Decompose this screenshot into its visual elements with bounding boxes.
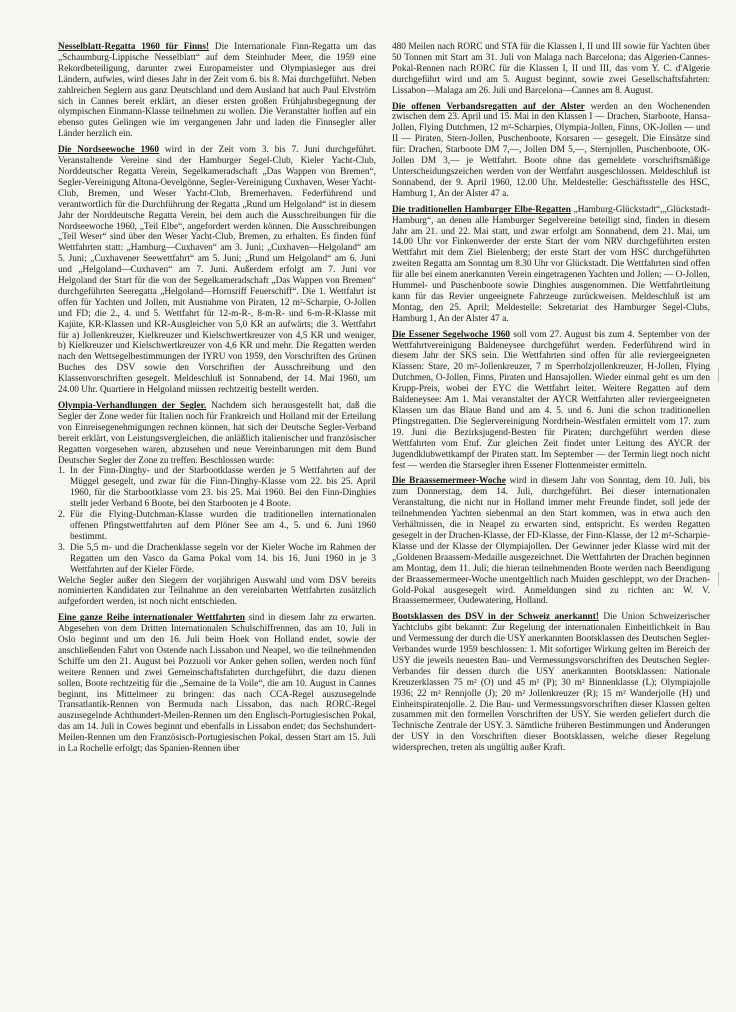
article-braassem xyxy=(392,476,710,607)
headline: Die Essener Segelwoche 1960 xyxy=(392,329,511,340)
headline: Olympia-Verhandlungen der Segler. xyxy=(58,401,207,411)
article-alster xyxy=(392,102,710,200)
article-body: Nachdem sich herausgestellt hat, daß die Segler der Zone weder für Italien noch für Frankreich und Holland mit der Erteilung von Einreisegenehmigungen rechnen können, hat sich der Deutsche Segler-Verband bereit erklärt, von Leistungsvergleichen, die anläßlich italienischer und französischer Regatten vorgesehen waren, abzusehen und neue Vereinbarungen mit dem Bund Deutscher Segler der Zone zu treffen. Beschlossen wurde: xyxy=(58,401,376,466)
article-body: werden an den Wochenenden zwischen dem 23. April und 15. Mai in den Klassen I — Drachen, Starboote, Hansa-Jollen, Flying Dutchmen, 12 m²-Scharpies, Olympia-Jollen, Finns, OK-Jollen — und II — Piraten, Stern-Jollen, Puschenboote, Korsaren — gesegelt. Die Einsätze sind für: Drachen, Starboote DM 7,—, Jollen DM 5,—, Sternjollen, Puschenboote, OK-Jollen DM 3,— je Wettfahrt. Boote ohne das gemeldete vorschriftsmäßige Unterscheidungszeichen werden von der Wettfahrt ausgeschlossen. Meldeschluß ist Sonnabend, der 9. April 1960, 12.00 Uhr. Meldestelle: Geschäftsstelle des HSC, Hamburg 1, An der Alster 47 a. xyxy=(392,101,710,199)
article-body: Welche Segler außer den Siegern der vorjährigen Auswahl und vom DSV bereits nominierten Kandidaten zur Teilnahme an den vereinbarten Wettfahrten zusätzlich aufgefordert werden, ist noch nicht entschieden. xyxy=(58,575,376,608)
left-column xyxy=(58,42,376,1002)
article-olympia xyxy=(58,401,376,608)
right-column xyxy=(392,42,710,1002)
list-item: 3. Die 5,5 m- und die Drachenklasse segeln vor der Kieler Woche im Rahmen der Regatten um den Vasco da Gama Pokal vom 14. bis 16. Juni 1960 in je 3 Wettfahrten auf der Kieler Förde. xyxy=(58,542,376,575)
margin-mark xyxy=(718,368,719,382)
article-nordseewoche xyxy=(58,145,376,396)
headline: Nesselblatt-Regatta 1960 für Finns! xyxy=(58,42,210,52)
article-nesselblatt xyxy=(58,42,376,140)
olympia-list xyxy=(58,466,376,575)
article-body: Die Union Schweizerischer Yachtclubs gibt bekannt: Zur Regelung der internationalen Einheitlichkeit in Bau und Vermessung der durch die USY anerkannten Bootsklassen des Deutschen Segler-Verbandes wurde 1959 beschlossen: 1. Mit sofortiger Wirkung gelten im Bereich der USY die jeweils neuesten Bau- und Vermessungsvorschriften des Deutschen Segler-Verbandes für dessen durch die USY anerkannten Bootsklassen: Nationale Kreuzerklassen 75 m² (O) und 45 m² (P); 30 m² Binnenklasse (L); Olympiajolle 1936; 22 m² Rennjolle (J); 20 m² Jollenkreuzer (R); 15 m² Wanderjolle (H) und Einheitspiratenjolle. 2. Die Bau- und Vermessungsvorschriften dieser Klassen gelten zusammen mit den formellen Vorschriften der USY. Sie werden geliefert durch die Technische Zentrale der USY. 3. Sämtliche früheren Bestimmungen und Änderungen der USY in den Vorschriften dieser Bootsklassen, welche dieser Regelung widersprechen, treten als ungültig außer Kraft. xyxy=(392,612,710,754)
margin-mark xyxy=(718,572,719,586)
headline: Die offenen Verbandsregatten auf der Alster xyxy=(392,101,585,112)
article-body: Die Internationale Finn-Regatta um das „Schaumburg-Lippische Nesselblatt“ auf dem Steinhuder Meer, die 1959 eine Rekordbeteiligung, darunter zwei Europameister und Olympiasieger aus drei Ländern, aufwies, wird dieses Jahr in der Zeit vom 6. bis 8. Mai durchgeführt. Neben zahlreichen Seglern aus ganz Deutschland und dem Ausland hat auch Paul Elvström sich in Cannes bereit erklärt, an dieser ersten großen Frühjahrsbegegnung der olympischen Einmann-Klasse teilnehmen zu wollen. Die Veranstalter hoffen auf ein ebenso gutes Gelingen wie im vergangenen Jahr und laden die Finnsegler aller Länder herzlich ein. xyxy=(58,42,376,140)
list-item: 2. Für die Flying-Dutchman-Klasse wurden die traditionellen internationalen offenen Pfingstwettfahrten auf dem Plöner See am 4., 5. und 6. Juni 1960 bestimmt. xyxy=(58,510,376,542)
list-item: 1. In der Finn-Dinghy- und der Starbootklasse werden je 5 Wettfahrten auf der Müggel gesegelt, und zwar für die Finn-Dinghy-Klasse vom 22. bis 25. April 1960, für die Starbootklasse vom 23. bis 25. Mai 1960. Bei den Finn-Dinghies stellt jeder Verband 6 Boote, bei den Starbooten je 4 Boote. xyxy=(58,466,376,510)
article-body: soll vom 27. August bis zum 4. September von der Wettfahrtvereinigung Baldeneysee durchgeführt werden. Federführend wird in diesem Jahr der SKS sein. Die Wettfahrten sind offen für alle reviergeeigneten Klassen: Stare, 20 m²-Jollenkreuzer, 7 m Sperrholzjollenkreuzer, H-Jollen, Flying Dutchmen, O-Jollen, Finns, Piraten und Hansajollen. Wieder einmal geht es um den Krupp-Preis, wobei der EYC die Wettfahrt leitet. Weitere Regatten auf dem Baldeneysee: Am 1. Mai veranstaltet der AYCR Wettfahrten aller reviergeeigneten Klassen um das Blaue Band und am 4. 5. und 6. Juni die schon traditionellen Pfingstregatten. Die Seglervereinigung Nordrhein-Westfalen ermittelt vom 17. zum 19. Juni die Bezirksjugend-Besten für Piraten; durchgeführt werden diese Wettfahrten vom Etuf. Zur gleichen Zeit findet unter Leitung des AYCR der Jugendklubwettkampf der Piraten statt. Im September — der Termin liegt noch nicht fest — werden die Starsegler ihren Essener Flottenmeister ermitteln. xyxy=(392,329,710,471)
article-elbe xyxy=(392,205,710,325)
article-body: wird in diesem Jahr von Sonntag, dem 10. Juli, bis zum Donnerstag, dem 14. Juli, durchgeführt. Bei dieser internationalen Veranstaltung, die nicht nur in Holland immer mehr Freunde findet, soll jede der teilnehmenden Yachten siebenmal an den Start kommen, was in etwa auch den Verhältnissen, die in Neapel zu erwarten sind, entspricht. Es werden Regatten gesegelt in der Drachen-Klasse, der FD-Klasse, der Finn-Klasse, der 12 m²-Scharpie-Klasse und der Klasse der Olympiajollen. Der Gewinner jeder Klasse wird mit der „Goldenen Braassem-Medaille ausgezeichnet. Die Wettfahrten der Drachen beginnen am Montag, dem 11. Juli; die hieran teilnehmenden Boote werden nach Beendigung der Braassemermeer-Woche unentgeltlich nach Muiden geschleppt, wo der Drachen-Gold-Pokal ausgesegelt wird. Anmeldungen sind zu richten an: W. V. Braassemermeer, Oudewatering, Holland. xyxy=(392,476,710,607)
headline: Eine ganze Reihe internationaler Wettfahrten xyxy=(58,613,245,624)
headline: Die Braassemermeer-Woche xyxy=(392,476,506,487)
article-body: wird in der Zeit vom 3. bis 7. Juni durchgeführt. Veranstaltende Vereine sind der Hamburger Segel-Club, Kieler Yacht-Club, Norddeutscher Regatta Verein, Segelkameradschaft „Das Wappen von Bremen“, Segler-Vereinigung Altona-Oevelgönne, Segler-Vereinigung Cuxhaven, Weser Yacht-Club, Bremen, und Weser Yacht-Club, Bremerhaven. Federführend und verantwortlich für die Durchführung der Regatta „Rund um Helgoland“ ist in diesem Jahr der Norddeutsche Regatta Verein, bei dem auch die Ausschreibungen für die Nordseewoche 1960, „Teil Elbe“, angefordert werden können. Die Ausschreibungen „Teil Weser“ sind über den Weser Yacht-Club, Bremen, zu erhalten. Es finden fünf Wettfahrten statt: „Hamburg—Cuxhaven“ am 3. Juni; „Cuxhaven—Helgoland“ am 5. Juni; „Cuxhavener Seewettfahrt“ am 5. Juni; „Rund um Helgoland“ am 6. Juni und „Helgoland—Cuxhaven“ am 7. Juni. Außerdem erfolgt am 7. Juni vor Helgoland der Start für die von der Segelkameradschaft „Das Wappen von Bremen“ durchgeführten Seeregatta „Helgoland—Hornsriff Feuerschiff“. Die 1. Wettfahrt ist offen für Yachten und Jollen, mit Ausnahme von Piraten, 12 m²-Scharpie, O-Jollen und FD; die 2., 4. und 5. Wettfahrt für 12-m-R-, 8-m-R- und 6-m-R-Klasse mit Kajüte, KR-Klassen und KR-Ausgleicher von 5,0 KR an aufwärts; die 3. Wettfahrt für a) Jollenkreuzer, Kielkreuzer und Kielschwertkreuzer von 4,5 KR und weniger, b) Kielkreuzer und Kielschwertkreuzer von 4,6 KR und mehr. Die Regatten werden nach den Wettsegelbestimmungen der IYRU von 1959, den Vorschriften des Grünen Buches des DSV sowie den Vorschriften der Ausschreibung und den Klassenvorschriften gesegelt. Meldeschluß ist Sonnabend, der 14. Mai 1960, um 24.00 Uhr. Quartiere in Helgoland müssen rechtzeitig bestellt werden. xyxy=(58,145,376,396)
headline: Die Nordseewoche 1960 xyxy=(58,145,160,156)
article-usy xyxy=(392,612,710,754)
headline: Bootsklassen des DSV in der Schweiz anerkannt! xyxy=(392,612,599,623)
article-body: „Hamburg-Glückstadt“,„Glückstadt-Hamburg“, an denen alle Hamburger Segelvereine beteiligt sind, finden in diesem Jahr am 21. und 22. Mai statt, und zwar erfolgt am Sonnabend, dem 21. Mai, um 14.00 Uhr vor Finkenwerder der erste Start der vom NRV durchgeführten ersten Wettfahrt mit dem Ziel Bielenberg; der erste Start der vom HSC durchgeführten zweiten Regatta am Sonntag um 8.30 Uhr vor Glückstadt. Die Wettfahrten sind offen für alle bei einem anerkannten Verein eingetragenen Yachten und Jollen; — O-Jollen, Hummel- und Puschenboote sowie Dinghies ausgenommen. Die Wettfahrtleitung kann für das Revier ungeeignete Fahrzeuge zurückweisen. Meldeschluß ist am Montag, den 25. April; Meldestelle: Sekretariat des Hamburger Segel-Clubs, Hamburg 1, An der Alster 47 a. xyxy=(392,204,710,324)
article-essen xyxy=(392,330,710,472)
article-wettfahrten xyxy=(58,613,376,755)
article-body: sind in diesem Jahr zu erwarten. Abgesehen von dem Dritten Internationalen Schulschiffrennen, das am 10. Juli in Oslo beginnt und um den 16. Juli beim Hoek von Holland endet, sowie der anschließenden Fahrt von Ostende nach Lissabon und Neapel, wo die teilnehmenden Schiffe um den 21. August bei Pozzuoli vor Anker gehen sollen, werden noch fünf weitere Rennen und zwei Gemeinschaftsfahrten durchgeführt, die dazu dienen sollen, Boote rechtzeitig für die „Semaine de la Voile“, die am 10. August in Cannes beginnt, ins Mittelmeer zu bringen: das nach CCA-Regel auszusegelnde Transatlantik-Rennen von Bermuda nach Lissabon, das nach RORC-Regel auszusegelnde Achthundert-Meilen-Rennen um den Englisch-Portugiesischen Pokal, das am 14. Juli in Cowes beginnt und ebenfalls in Lissabon endet; das Sechshundert-Meilen-Rennen um den Französisch-Portugiesischen Pokal, dessen Start am 15. Juli in La Rochelle erfolgt; das Spanien-Rennen über xyxy=(58,613,376,755)
article-continuation: 480 Meilen nach RORC und STA für die Klassen I, II und III sowie für Yachten über 50 Tonnen mit Start am 31. Juli von Malaga nach Barcelona; das Algerien-Cannes-Pokal-Rennen nach RORC für die Klassen I, II und III, das vom Y. C. d'Algerie durchgeführt wird und am 5. August beginnt, sowie zwei Gesellschaftsfahrten: Lissabon—Malaga am 26. Juli und Barcelona—Cannes am 8. August. xyxy=(392,42,710,96)
headline: Die traditionellen Hamburger Elbe-Regatten xyxy=(392,204,571,215)
